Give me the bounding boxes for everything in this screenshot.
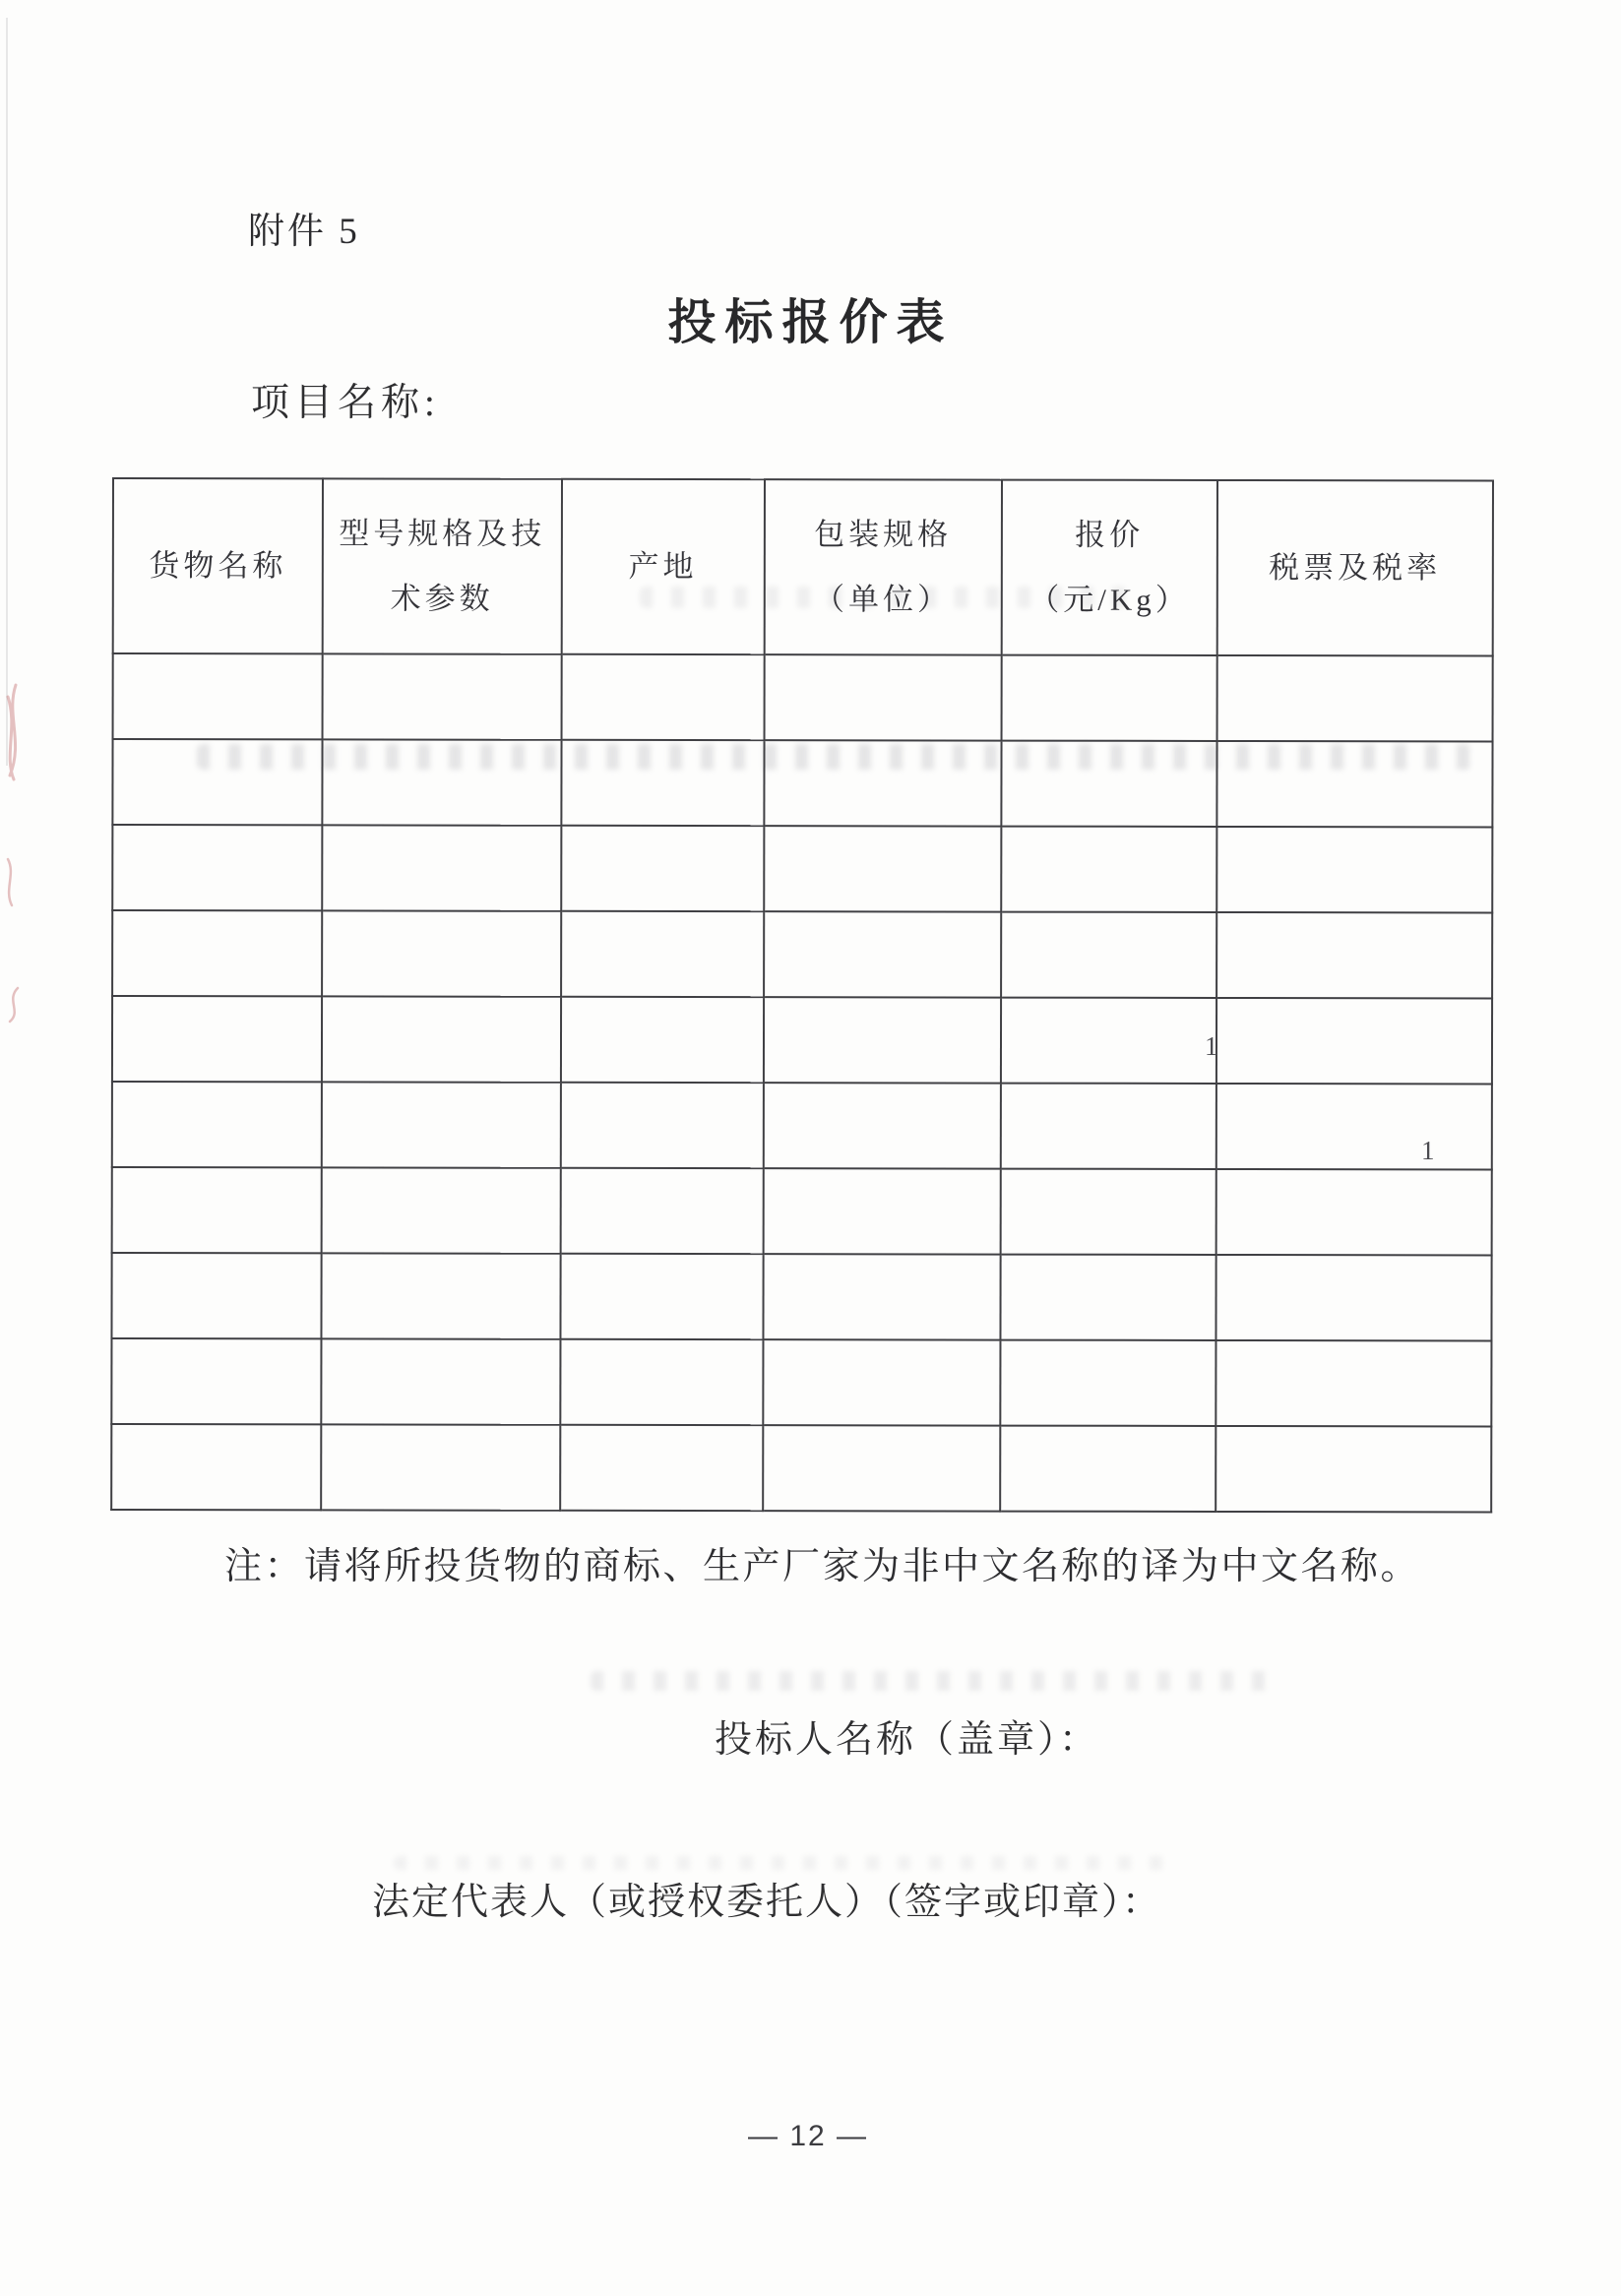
table-cell-r4c4 xyxy=(764,911,1001,997)
table-cell-r3c1 xyxy=(112,825,322,910)
table-cell-r8c5 xyxy=(1000,1255,1216,1340)
table-cell-r6c4 xyxy=(763,1083,1000,1168)
table-cell-r2c1 xyxy=(112,739,322,825)
table-cell-r1c1 xyxy=(113,653,323,739)
table-cell-r10c1 xyxy=(111,1424,321,1510)
table-cell-r9c5 xyxy=(1000,1340,1216,1426)
table-cell-r8c1 xyxy=(111,1253,321,1338)
table-cell-r3c6 xyxy=(1216,827,1493,912)
table-cell-r4c3 xyxy=(561,911,764,997)
table-cell-r1c6 xyxy=(1216,655,1493,741)
table-cell-r2c6 xyxy=(1216,741,1493,827)
table-cell-r9c6 xyxy=(1216,1340,1492,1426)
table-row-4 xyxy=(112,910,1492,998)
table-cell-r1c5 xyxy=(1001,655,1216,741)
table-cell-r1c2 xyxy=(323,653,562,739)
footnote-text: 注：请将所投货物的商标、生产厂家为非中文名称的译为中文名称。 xyxy=(224,1546,1421,1587)
table-cell-r2c3 xyxy=(561,740,764,826)
table-row-1 xyxy=(113,653,1493,741)
stray-scan-digit: 1 xyxy=(1421,1136,1435,1165)
table-cell-r3c4 xyxy=(764,826,1001,911)
table-cell-r2c2 xyxy=(322,739,561,825)
table-cell-r4c2 xyxy=(322,910,561,996)
table-cell-r5c2 xyxy=(322,996,561,1082)
table-cell-r7c5 xyxy=(1000,1169,1216,1255)
scan-edge-artifact xyxy=(6,18,8,766)
column-header-packaging: 包装规格 （单位） xyxy=(764,479,1001,654)
table-cell-r1c4 xyxy=(764,654,1001,740)
table-cell-r10c4 xyxy=(763,1425,1000,1511)
table-header-row xyxy=(113,478,1493,655)
table-row-10 xyxy=(111,1424,1491,1512)
column-header-model-specs: 型号规格及技 术参数 xyxy=(323,478,562,653)
table-row-6 xyxy=(112,1082,1492,1169)
column-header-goods-name: 货物名称 xyxy=(113,478,323,653)
table-cell-r3c2 xyxy=(322,825,561,910)
table-cell-r5c6 xyxy=(1216,998,1492,1084)
table-cell-r7c6 xyxy=(1216,1169,1492,1255)
column-header-price: 报价 （元/Kg） xyxy=(1002,480,1217,655)
table-row-5 xyxy=(112,996,1492,1084)
table-cell-r5c3 xyxy=(561,997,764,1083)
table-row-8 xyxy=(111,1253,1491,1340)
table-cell-r4c5 xyxy=(1001,912,1216,998)
table-cell-r3c5 xyxy=(1001,827,1216,912)
table-cell-r5c1 xyxy=(112,996,322,1082)
page-title: 投标报价表 xyxy=(667,295,954,349)
table-cell-r6c5 xyxy=(1001,1084,1216,1169)
quote-table-body xyxy=(111,653,1493,1512)
table-cell-r7c3 xyxy=(560,1168,763,1254)
stray-scan-digit: 1 xyxy=(1205,1031,1218,1061)
table-cell-r9c2 xyxy=(321,1338,560,1424)
table-cell-r6c1 xyxy=(112,1082,322,1167)
table-cell-r9c3 xyxy=(560,1339,763,1425)
table-cell-r10c6 xyxy=(1216,1426,1492,1512)
table-cell-r3c3 xyxy=(561,826,764,911)
table-cell-r2c5 xyxy=(1001,741,1216,827)
table-cell-r6c2 xyxy=(322,1082,561,1167)
table-cell-r10c5 xyxy=(1000,1426,1216,1512)
table-cell-r8c6 xyxy=(1216,1255,1492,1340)
table-cell-r2c4 xyxy=(764,740,1001,826)
table-cell-r5c5 xyxy=(1001,998,1216,1084)
attachment-label: 附件 5 xyxy=(248,212,360,252)
table-cell-r4c1 xyxy=(112,910,322,996)
table-cell-r8c3 xyxy=(560,1254,763,1339)
page-number: — 12 — xyxy=(748,2120,869,2152)
table-cell-r8c2 xyxy=(322,1253,561,1338)
bid-quotation-table xyxy=(110,477,1494,1513)
table-row-3 xyxy=(112,825,1492,912)
column-header-tax: 税票及税率 xyxy=(1216,480,1493,655)
table-row-7 xyxy=(112,1167,1492,1255)
table-cell-r10c3 xyxy=(560,1425,763,1511)
table-cell-r10c2 xyxy=(321,1424,560,1510)
red-pen-scan-marks xyxy=(0,677,43,1031)
project-name-label: 项目名称: xyxy=(251,382,440,424)
bidder-name-signature-line: 投标人名称（盖章）： xyxy=(715,1719,1100,1761)
table-cell-r5c4 xyxy=(764,997,1001,1083)
bleedthrough-text-artifact xyxy=(591,1671,1270,1691)
table-cell-r6c3 xyxy=(560,1083,763,1168)
table-cell-r8c4 xyxy=(763,1254,1000,1339)
column-header-origin: 产地 xyxy=(561,479,764,654)
legal-representative-signature-line: 法定代表人（或授权委托人）（签字或印章）： xyxy=(372,1882,1162,1923)
table-cell-r9c1 xyxy=(111,1338,321,1424)
table-row-2 xyxy=(112,739,1492,827)
table-cell-r7c4 xyxy=(763,1168,1000,1254)
table-cell-r9c4 xyxy=(763,1339,1000,1425)
table-row-9 xyxy=(111,1338,1491,1426)
table-cell-r4c6 xyxy=(1216,912,1493,998)
bleedthrough-text-artifact xyxy=(394,1856,1181,1870)
table-cell-r6c6 xyxy=(1216,1084,1492,1169)
table-cell-r7c2 xyxy=(322,1167,561,1253)
table-cell-r7c1 xyxy=(112,1167,322,1253)
table-cell-r1c3 xyxy=(561,654,764,740)
